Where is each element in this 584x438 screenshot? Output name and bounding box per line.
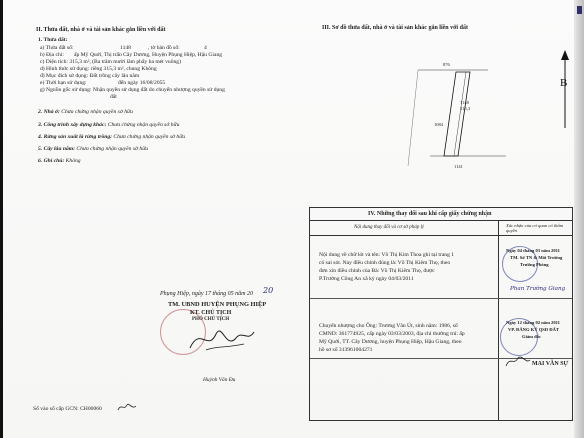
changes-table [309,207,573,421]
entry2-line2: CMND: 361774925, cấp ngày 03/03/2003, địa chỉ thường trú: ấp [319,331,465,337]
perennial-label: 5. Cây lâu năm: [38,146,75,152]
col-confirmation: Xác nhận của cơ quan có thẩm quyền [506,223,564,234]
other-works-value: Chưa chứng nhận quyền sở hữu [107,122,180,128]
notes-value: Không [65,158,81,164]
scan-edge-right [574,0,584,438]
house-label: 2. Nhà ở: [38,109,60,115]
confirm2-signature-icon [504,354,532,368]
signature-icon [186,320,256,356]
confirm1-org: TM. Sở TN & Môi Trường [510,255,563,260]
confirm1-title: Trưởng Phòng [520,262,549,267]
confirm1-seal-icon [502,246,538,282]
usage-origin-line2: đất [110,94,117,100]
usage-origin-line: g) Nguồn gốc sử dụng: Nhận quyền sử dụng đất do chuyển nhượng quyền sử dụng [40,87,225,93]
map-label-north: 876 [443,62,450,67]
entry1-line2: có sai sót. Nay điều chỉnh đúng là: Võ Thị Kiêm Thọ, theo [319,260,451,266]
entry2-line3: Mỹ Quới, TT. Cây Dương, huyện Phụng Hiệp, Hậu Giang, theo [319,339,462,345]
signer-name: Huỳnh Văn Đu [203,377,236,383]
land-parcel-heading: 1. Thửa đất: [38,37,68,43]
issuing-org: TM. UBND HUYỆN PHỤNG HIỆP [168,301,267,308]
forest-label: 4. Rừng sản xuất là rừng trồng: [38,134,113,140]
forest-value: Chưa chứng nhận quyền sở hữu [113,134,186,140]
entry1-line3: đơn xin điều chỉnh của Bà: Võ Thị Kiêm Thọ, được [319,268,435,274]
entry2-line4: hồ sơ số 313961004271 [319,347,373,353]
scan-edge-left [0,0,3,438]
notes-label: 6. Ghi chú: [38,158,65,164]
usage-term-value: đến ngày 16/08/2055 [118,80,166,86]
map-label-south: 1141 [454,164,463,169]
row-divider-1 [310,298,572,299]
parcel-shape [444,72,470,156]
map-sheet-value: 4 [204,45,207,51]
column-divider [498,221,499,420]
entry1-line1: Nội dung về chữ lót và tên: Võ Thị Kim Thoa ghi tại trang 1 [319,252,455,258]
signer-title1: KT. CHỦ TỊCH [190,310,232,316]
address-value: ấp Mỹ Quới, Thị trấn Cây Dương, Huyện Phụng Hiệp, Hậu Giang [74,52,223,58]
section2-title: II. Thửa đất, nhà ở và tài sản khác gắn liền với đất [36,27,166,33]
changes-header [310,208,572,221]
north-arrow-icon [555,50,575,130]
map-label-area: 315,3 [460,106,471,111]
map-boundary-left [408,70,418,166]
section3-title: III. Sơ đồ thửa đất, nhà ở và tài sản khác gắn liền với đất [322,25,468,31]
confirm2-date: Ngày 12 tháng 02 năm 2011 [506,320,560,325]
house-value: Chưa chứng nhận quyền sở hữu [61,109,133,115]
serial-initial-icon [117,402,137,412]
col-change-content: Nội dung thay đổi và cơ sở pháp lý [354,225,425,230]
handwritten-year: 20 [263,286,274,295]
confirm2-seal-icon [500,318,538,356]
confirm1-date: Ngày 04 tháng 03 năm 2011 [506,248,560,253]
map-label-west: 1084 [434,122,443,127]
compass-letter: B [560,77,568,89]
parcel-map [388,56,538,186]
other-works-label: 3. Công trình xây dựng khác: [38,122,107,128]
row-divider-2 [310,358,572,359]
map-sheet-label: , tờ bản đồ số: [148,45,180,51]
scan-marker [577,6,582,14]
changes-column-headers [310,221,572,236]
parcel-number-label: a) Thửa đất số: [40,45,74,51]
place-date: Phụng Hiệp, ngày 17 tháng 05 năm 20 [160,291,253,297]
confirm2-signer: MAI VĂN SỰ [532,361,569,367]
map-label-parcel: 1148 [460,100,469,105]
area-line: c) Diện tích: 315,3 m², (Ba trăm mười lăm phẩy ba mét vuông) [40,59,181,65]
serial-number: Số vào sổ cấp GCN: CH00060 [33,406,102,412]
confirm2-org: VP. ĐĂNG KÝ QSD ĐẤT [508,327,560,332]
parcel-number-value: 1148 [120,45,131,51]
address-label: b) Địa chỉ: [40,52,64,58]
perennial-value: Chưa chứng nhận quyền sở hữu [76,146,149,152]
usage-purpose-line: đ) Mục đích sử dụng: Đất trồng cây lâu năm [40,73,140,79]
usage-term-label: e) Thời hạn sử dụng: [40,80,87,86]
entry1-line4: P.Trưởng Công An xã ký ngày 04/03/2011 [319,276,414,282]
entry2-line1: Chuyển nhượng cho Ông: Trương Văn Út, sinh năm: 1986, số [319,323,458,329]
signer-title2: PHÓ CHỦ TỊCH [192,317,230,322]
usage-form-line: d) Hình thức sử dụng: riêng 315,3 m², chung Không [40,66,157,72]
confirm1-signer: Phan Trường Giang [510,286,566,292]
confirm2-title: Giám đốc [522,334,542,339]
section4-title: IV. Những thay đổi sau khi cấp giấy chứng nhận [368,211,492,217]
